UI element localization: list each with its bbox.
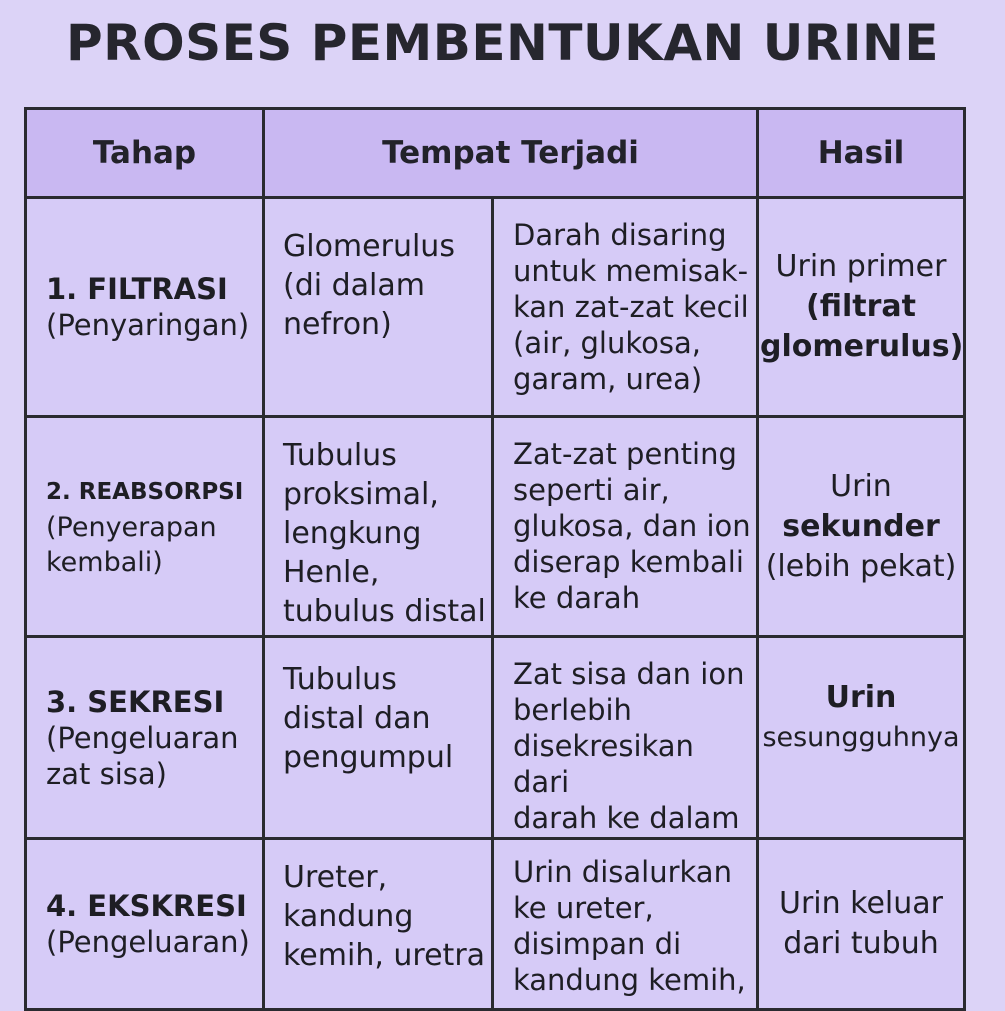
description-cell bbox=[493, 637, 758, 839]
result-line: dari tubuh bbox=[783, 926, 939, 961]
result-line: glomerulus) bbox=[760, 329, 964, 364]
place-cell bbox=[264, 198, 493, 417]
description-line: seperti air, bbox=[513, 473, 670, 507]
urine-process-table bbox=[24, 107, 966, 1011]
description-line: berlebih bbox=[513, 693, 632, 727]
description-line: disekresikan dari bbox=[513, 729, 694, 799]
stage-name: 1. FILTRASI bbox=[46, 272, 228, 306]
stage-cell bbox=[26, 839, 264, 1010]
description-line: ke ureter, bbox=[513, 891, 654, 925]
result-cell bbox=[758, 198, 965, 417]
place-line: Henle, bbox=[283, 555, 380, 590]
stage-desc: kembali) bbox=[46, 546, 163, 578]
place-line: Glomerulus bbox=[283, 229, 455, 264]
result-cell bbox=[758, 839, 965, 1010]
table-row-sekresi bbox=[26, 637, 965, 839]
header-tahap: Tahap bbox=[26, 109, 264, 198]
table-row-ekskresi bbox=[26, 839, 965, 1010]
place-line: tubulus distal bbox=[283, 594, 486, 629]
place-cell bbox=[264, 417, 493, 637]
table-row-filtrasi bbox=[26, 198, 965, 417]
stage-cell bbox=[26, 198, 264, 417]
place-line: kemih, uretra bbox=[283, 938, 486, 973]
place-line: pengumpul bbox=[283, 740, 454, 775]
place-line: nefron) bbox=[283, 307, 392, 342]
stage-name: 2. REABSORPSI bbox=[46, 478, 244, 505]
stage-cell bbox=[26, 637, 264, 839]
description-line: Darah disaring bbox=[513, 218, 727, 252]
result-line: sekunder bbox=[782, 508, 940, 544]
description-line: kan zat-zat kecil bbox=[513, 290, 749, 324]
stage-name: 3. SEKRESI bbox=[46, 684, 225, 719]
description-line: disimpan di bbox=[513, 927, 682, 961]
header-hasil: Hasil bbox=[758, 109, 965, 198]
place-cell bbox=[264, 839, 493, 1010]
place-line: (di dalam bbox=[283, 268, 425, 303]
description-line: ke darah bbox=[513, 581, 641, 615]
result-cell bbox=[758, 417, 965, 637]
place-line: Ureter, bbox=[283, 860, 388, 895]
result-line: Urin keluar bbox=[778, 886, 943, 921]
description-line: untuk memisak- bbox=[513, 254, 749, 288]
description-cell bbox=[493, 198, 758, 417]
description-line: Urin disalurkan bbox=[513, 855, 732, 889]
result-line: Urin bbox=[830, 468, 892, 504]
place-cell bbox=[264, 637, 493, 839]
description-line: kandung kemih, bbox=[513, 963, 746, 997]
table-row-reabsorpsi bbox=[26, 417, 965, 637]
place-line: Tubulus bbox=[283, 438, 397, 473]
result-line: (lebih pekat) bbox=[765, 548, 957, 584]
stage-desc: (Penyaringan) bbox=[46, 308, 250, 342]
header-tempat-terjadi: Tempat Terjadi bbox=[264, 109, 758, 198]
stage-desc: (Penyerapan bbox=[46, 511, 217, 543]
table-header-row bbox=[26, 109, 965, 198]
stage-desc: zat sisa) bbox=[46, 756, 167, 791]
stage-cell bbox=[26, 417, 264, 637]
description-cell bbox=[493, 839, 758, 1010]
description-line: Zat-zat penting bbox=[513, 437, 737, 471]
stage-desc: (Pengeluaran bbox=[46, 720, 239, 755]
result-cell bbox=[758, 637, 965, 839]
place-line: kandung bbox=[283, 899, 414, 934]
place-line: lengkung bbox=[283, 516, 422, 551]
stage-name: 4. EKSKRESI bbox=[46, 889, 247, 923]
description-line: Zat sisa dan ion bbox=[513, 657, 745, 691]
page-title: PROSES PEMBENTUKAN URINE bbox=[65, 14, 939, 72]
description-line: darah ke dalam bbox=[513, 801, 740, 835]
result-line: Urin primer bbox=[775, 249, 947, 284]
stage-desc: (Pengeluaran) bbox=[46, 925, 250, 959]
place-line: proksimal, bbox=[283, 477, 439, 512]
place-line: distal dan bbox=[283, 701, 431, 736]
description-line: (air, glukosa, bbox=[513, 326, 701, 360]
result-line: sesungguhnya bbox=[762, 722, 960, 753]
result-line: Urin bbox=[825, 680, 897, 715]
result-line: (filtrat bbox=[806, 289, 916, 324]
description-line: diserap kembali bbox=[513, 545, 744, 579]
place-line: Tubulus bbox=[283, 662, 397, 697]
description-cell bbox=[493, 417, 758, 637]
description-line: garam, urea) bbox=[513, 362, 703, 396]
description-line: glukosa, dan ion bbox=[513, 509, 751, 543]
